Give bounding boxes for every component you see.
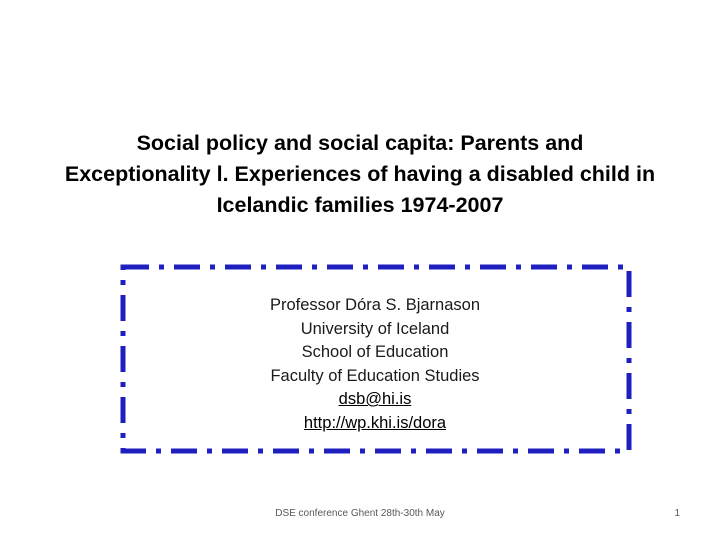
website-line bbox=[160, 412, 590, 436]
university-name: University of Iceland bbox=[300, 319, 450, 338]
faculty-name: Faculty of Education Studies bbox=[270, 366, 480, 385]
author-name: Professor Dóra S. Bjarnason bbox=[269, 296, 480, 314]
page-number: 1 bbox=[674, 508, 680, 519]
title-line: Icelandic families 1974-2007 bbox=[216, 193, 504, 217]
slide-footer: DSE conference Ghent 28th-30th May bbox=[275, 508, 445, 519]
slide-title bbox=[40, 128, 680, 221]
email-line bbox=[160, 388, 590, 412]
website-link[interactable]: http://wp.khi.is/dora bbox=[303, 413, 447, 432]
email-link[interactable]: dsb@hi.is bbox=[338, 390, 412, 408]
title-line: Social policy and social capita: Parents and bbox=[136, 131, 584, 155]
author-info bbox=[160, 294, 590, 435]
school-name: School of Education bbox=[301, 343, 449, 361]
title-line: Exceptionality l. Experiences of having a disabled child in bbox=[64, 162, 656, 186]
